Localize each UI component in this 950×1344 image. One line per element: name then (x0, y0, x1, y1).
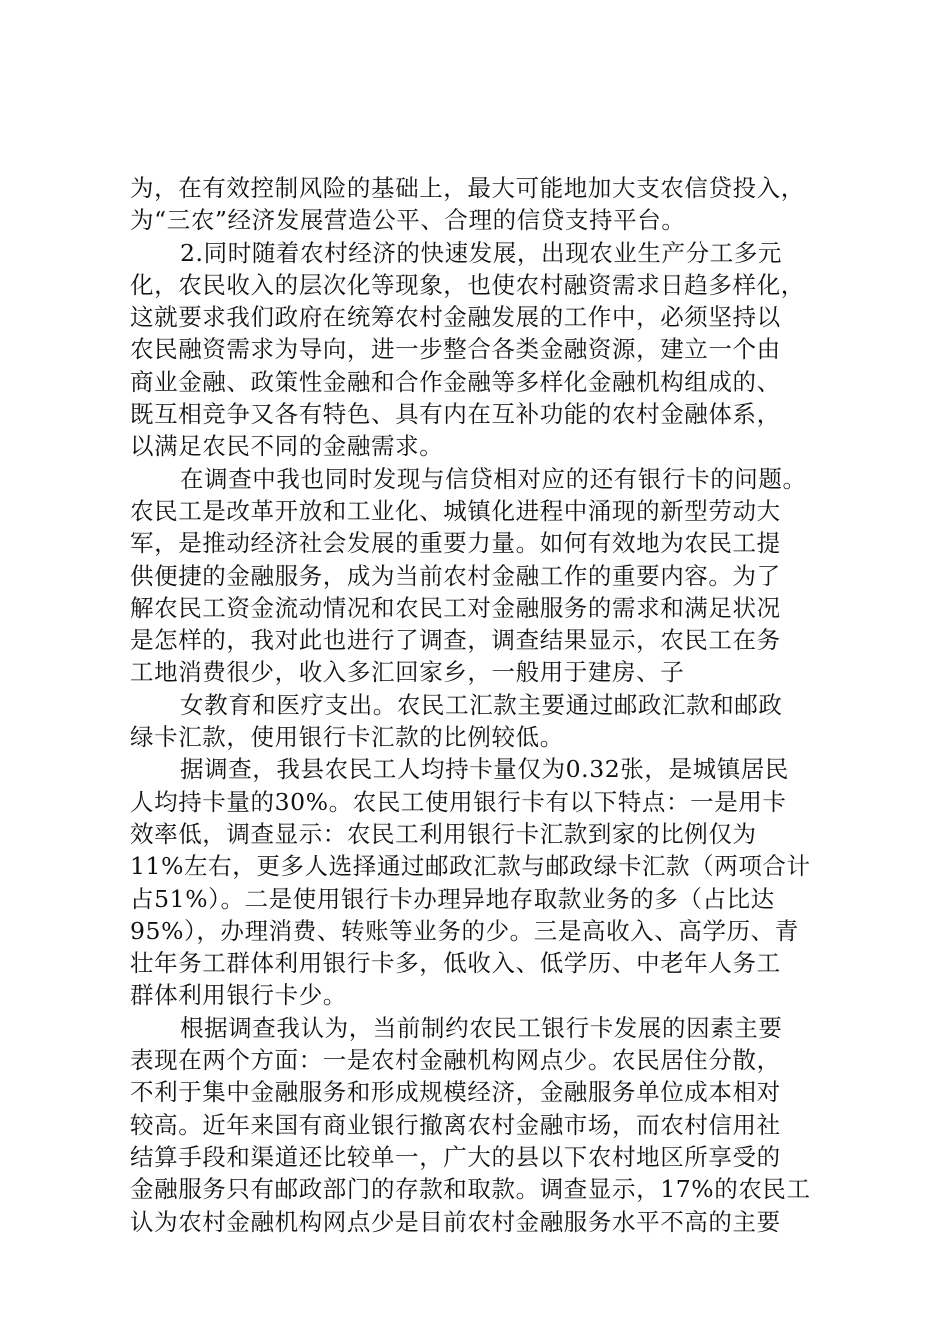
text-line: 较高。近年来国有商业银行撤离农村金融市场，而农村信用社 (130, 1110, 781, 1139)
text-line: 在调查中我也同时发现与信贷相对应的还有银行卡的问题。 (180, 464, 807, 493)
text-line: 化，农民收入的层次化等现象，也使农村融资需求日趋多样化， (130, 270, 805, 299)
text-line: 商业金融、政策性金融和合作金融等多样化金融机构组成的、 (130, 367, 781, 396)
text-line: 人均持卡量的30%。农民工使用银行卡有以下特点：一是用卡 (130, 787, 787, 816)
text-line: 结算手段和渠道还比较单一，广大的县以下农村地区所享受的 (130, 1142, 781, 1171)
text-line: 壮年务工群体利用银行卡多，低收入、低学历、中老年人务工 (130, 949, 781, 978)
text-line: 既互相竞争又各有特色、具有内在互补功能的农村金融体系， (130, 400, 781, 429)
text-line: 农民融资需求为导向，进一步整合各类金融资源，建立一个由 (130, 335, 781, 364)
text-line: 根据调查我认为，当前制约农民工银行卡发展的因素主要 (180, 1013, 783, 1042)
text-line: 据调查，我县农民工人均持卡量仅为0.32张，是城镇居民 (180, 755, 790, 784)
text-line: 金融服务只有邮政部门的存款和取款。调查显示，17%的农民工 (130, 1175, 811, 1204)
text-line: 群体利用银行卡少。 (130, 981, 347, 1010)
text-line: 不利于集中金融服务和形成规模经济，金融服务单位成本相对 (130, 1078, 781, 1107)
text-line: 以满足农民不同的金融需求。 (130, 432, 444, 461)
text-line: 95%），办理消费、转账等业务的少。三是高收入、高学历、青 (130, 916, 799, 945)
text-line: 11%左右，更多人选择通过邮政汇款与邮政绿卡汇款（两项合计 (130, 852, 811, 881)
text-line: 为“三农”经济发展营造公平、合理的信贷支持平台。 (130, 206, 686, 235)
text-line: 效率低，调查显示：农民工利用银行卡汇款到家的比例仅为 (130, 819, 757, 848)
text-line: 为，在有效控制风险的基础上，最大可能地加大支农信贷投入， (130, 174, 805, 202)
text-line: 工地消费很少，收入多汇回家乡，一般用于建房、子 (130, 658, 685, 687)
text-line: 供便捷的金融服务，成为当前农村金融工作的重要内容。为了 (130, 561, 781, 590)
text-line: 女教育和医疗支出。农民工汇款主要通过邮政汇款和邮政 (180, 690, 783, 719)
text-line: 军，是推动经济社会发展的重要力量。如何有效地为农民工提 (130, 529, 781, 558)
text-line: 解农民工资金流动情况和农民工对金融服务的需求和满足状况 (130, 593, 781, 622)
text-line: 这就要求我们政府在统筹农村金融发展的工作中，必须坚持以 (130, 303, 781, 332)
text-line: 农民工是改革开放和工业化、城镇化进程中涌现的新型劳动大 (130, 496, 781, 525)
text-line: 占51%）。二是使用银行卡办理异地存取款业务的多（占比达 (130, 884, 775, 913)
text-line: 表现在两个方面：一是农村金融机构网点少。农民居住分散， (130, 1046, 781, 1075)
text-line: 绿卡汇款，使用银行卡汇款的比例较低。 (130, 723, 564, 752)
text-line: 认为农村金融机构网点少是目前农村金融服务水平不高的主要 (130, 1207, 781, 1236)
document-body (130, 172, 835, 1238)
text-line: 2.同时随着农村经济的快速发展，出现农业生产分工多元 (180, 238, 783, 267)
text-line: 是怎样的，我对此也进行了调查，调查结果显示，农民工在务 (130, 626, 781, 655)
